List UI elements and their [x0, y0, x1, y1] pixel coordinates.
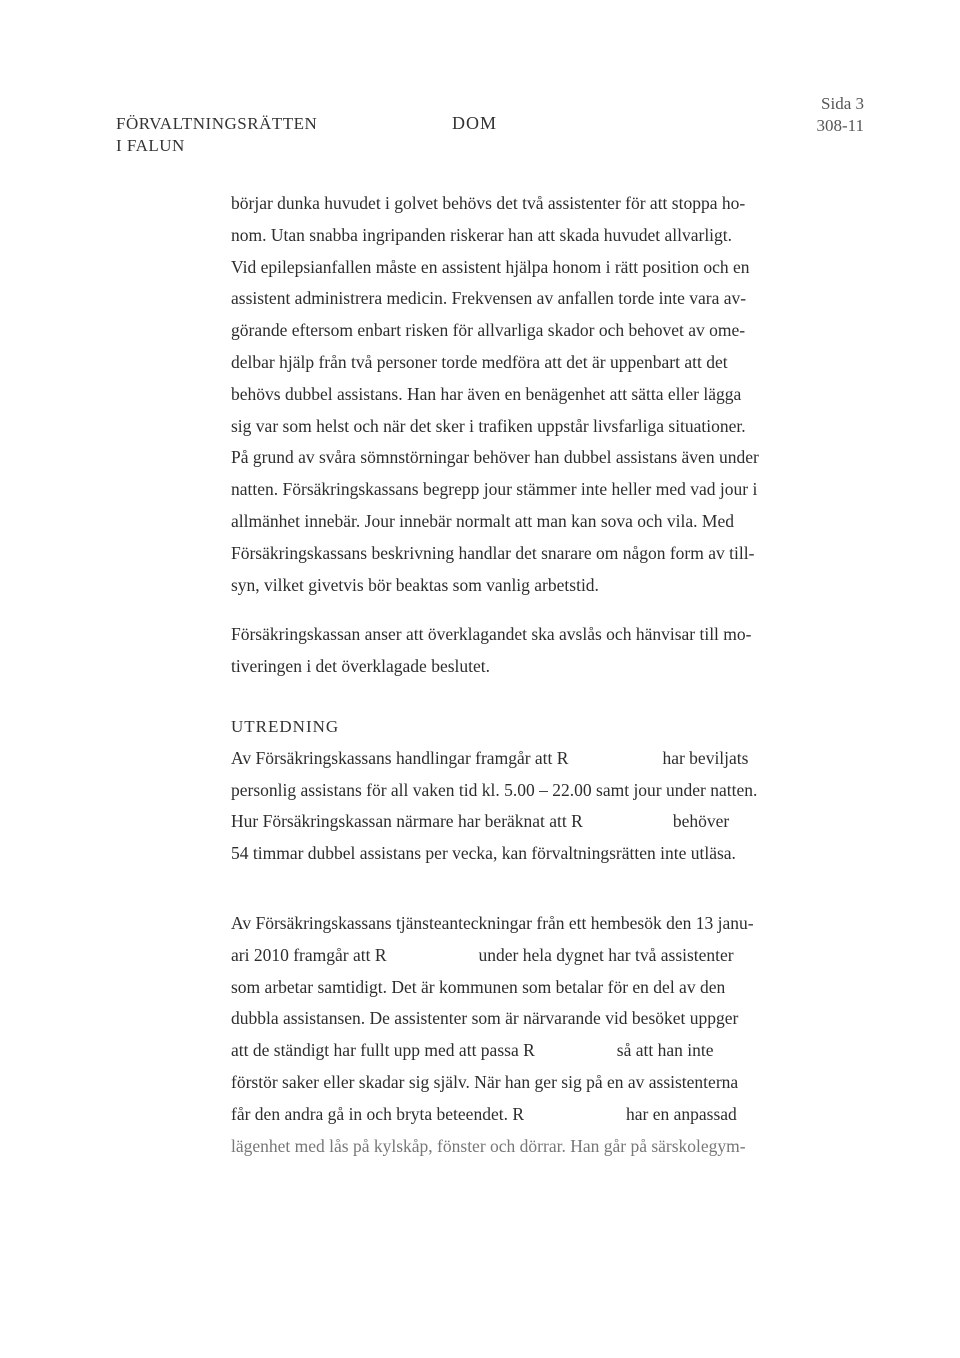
text-line: sig var som helst och när det sker i trafiken uppstår livsfarliga situationer.	[231, 415, 746, 436]
text-line: allmänhet innebär. Jour innebär normalt att man kan sova och vila. Med	[231, 510, 734, 531]
text-segment: får den andra gå in och bryta beteendet. R	[231, 1103, 524, 1124]
paragraph-2	[231, 619, 791, 683]
text-segment: under hela dygnet har två assistenter	[478, 944, 734, 965]
text-line: behövs dubbel assistans. Han har även en benägenhet att sätta eller lägga	[231, 383, 742, 404]
case-number: 308-11	[816, 116, 864, 135]
court-name	[116, 113, 317, 157]
text-line: Av Försäkringskassans tjänsteanteckningar från ett hembesök den 13 janu-	[231, 912, 754, 933]
text-line: På grund av svåra sömnstörningar behöver han dubbel assistans även under	[231, 447, 759, 468]
text-line: syn, vilket givetvis bör beaktas som vanlig arbetstid.	[231, 574, 599, 595]
text-segment: ari 2010 framgår att R	[231, 944, 387, 965]
page-number: Sida 3	[821, 94, 864, 113]
text-line: natten. Försäkringskassans begrepp jour stämmer inte heller med vad jour i	[231, 479, 758, 500]
page-info	[816, 93, 864, 137]
text-line: som arbetar samtidigt. Det är kommunen som betalar för en del av den	[231, 976, 726, 997]
section-heading: UTREDNING	[231, 716, 340, 736]
text-line	[231, 806, 791, 838]
text-line: assistent administrera medicin. Frekvensen av anfallen torde inte vara av-	[231, 288, 747, 309]
text-line: Försäkringskassan anser att överklagandet ska avslås och hänvisar till mo-	[231, 624, 752, 645]
text-segment: så att han inte	[616, 1040, 714, 1061]
text-segment: behöver	[672, 811, 730, 832]
text-segment: har beviljats	[662, 747, 749, 768]
text-line: lägenhet med lås på kylskåp, fönster och dörrar. Han går på särskolegym-	[231, 1135, 746, 1156]
document-type: DOM	[452, 113, 498, 133]
text-line: börjar dunka huvudet i golvet behövs det två assistenter för att stoppa ho-	[231, 193, 746, 213]
text-line: delbar hjälp från två personer torde medföra att det är uppenbart att det	[231, 351, 728, 372]
court-name-line1: FÖRVALTNINGSRÄTTEN	[116, 114, 318, 133]
paragraph-3	[231, 743, 791, 870]
text-line	[231, 1035, 791, 1067]
text-line	[231, 940, 791, 972]
court-name-line2: I FALUN	[116, 136, 185, 155]
text-line: personlig assistans för all vaken tid kl. 5.00 – 22.00 samt jour under natten.	[231, 779, 758, 800]
text-line: 54 timmar dubbel assistans per vecka, kan förvaltningsrätten inte utläsa.	[231, 843, 736, 864]
document-body	[231, 188, 791, 1162]
paragraph-1	[231, 188, 791, 601]
text-line: Vid epilepsianfallen måste en assistent hjälpa honom i rätt position och en	[231, 256, 750, 277]
text-line: Försäkringskassans beskrivning handlar det snarare om någon form av till-	[231, 542, 755, 563]
text-line: förstör saker eller skadar sig själv. När han ger sig på en av assistenterna	[231, 1071, 739, 1092]
text-line	[231, 743, 791, 775]
text-segment: att de ständigt har fullt upp med att passa R	[231, 1040, 535, 1061]
text-line	[231, 1099, 791, 1131]
paragraph-4	[231, 908, 791, 1162]
text-segment: Av Försäkringskassans handlingar framgår att R	[231, 747, 569, 768]
text-line: görande eftersom enbart risken för allvarliga skador och behovet av ome-	[231, 320, 746, 341]
text-line: nom. Utan snabba ingripanden riskerar han att skada huvudet allvarligt.	[231, 224, 733, 245]
text-segment: har en anpassad	[626, 1103, 737, 1124]
text-line: tiveringen i det överklagade beslutet.	[231, 656, 491, 677]
text-line: dubbla assistansen. De assistenter som är närvarande vid besöket uppger	[231, 1008, 739, 1029]
text-segment: Hur Försäkringskassan närmare har beräknat att R	[231, 811, 583, 832]
